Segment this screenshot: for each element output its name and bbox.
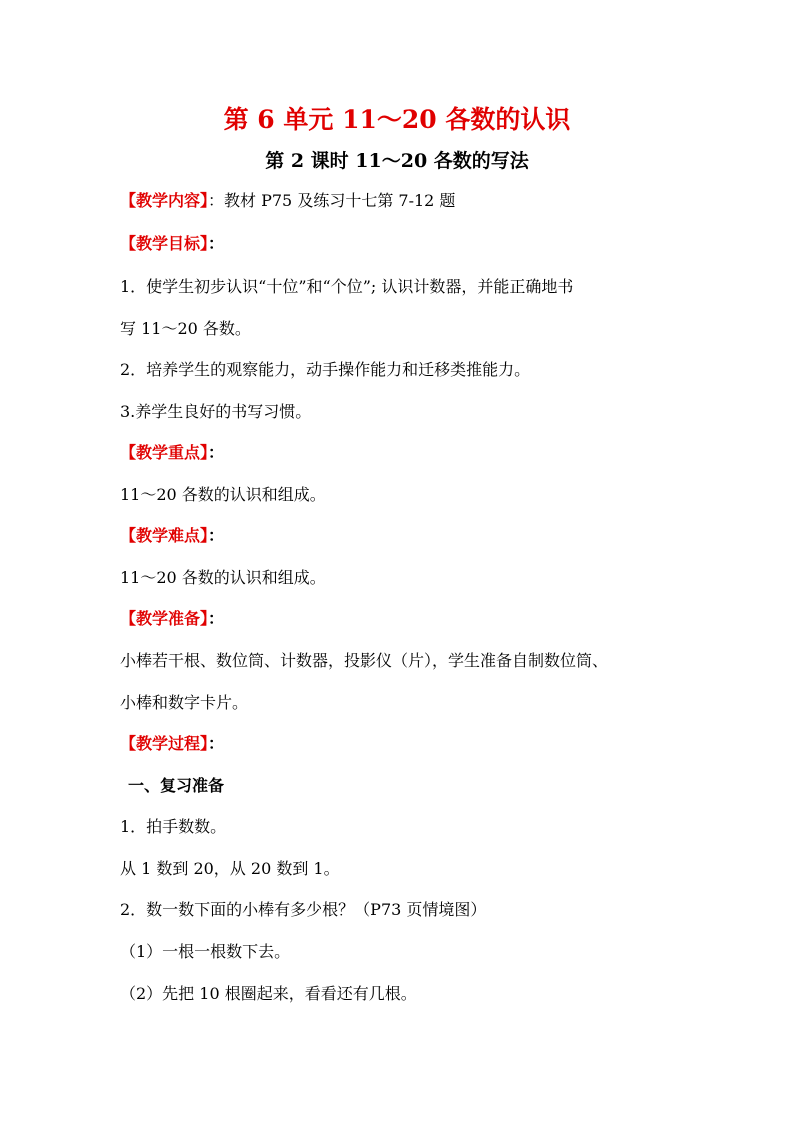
key-points-text: 11～20 各数的认识和组成。	[120, 485, 326, 504]
difficult-points-heading: 【教学难点】：	[120, 526, 225, 545]
teaching-content-line	[120, 188, 455, 211]
review-heading: 一、复习准备	[128, 776, 225, 795]
teaching-content-label: 【教学内容】	[120, 191, 209, 210]
step-2: 2．数一数下面的小棒有多少根？（P73 页情境图）	[120, 900, 487, 919]
step-1-detail: 从 1 数到 20，从 20 数到 1。	[120, 859, 340, 878]
preparation-label: 【教学准备】	[120, 609, 209, 628]
step-2-2: （2）先把 10 根圈起来，看看还有几根。	[120, 984, 417, 1003]
preparation-line-b: 小棒和数字卡片。	[120, 693, 249, 712]
preparation-heading: 【教学准备】：	[120, 609, 225, 628]
step-1: 1．拍手数数。	[120, 817, 227, 836]
process-heading: 【教学过程】：	[120, 734, 225, 753]
key-points-heading: 【教学重点】：	[120, 443, 225, 462]
goal-3: 3.养学生良好的书写习惯。	[120, 402, 312, 421]
teaching-goals-heading: 【教学目标】：	[120, 234, 225, 253]
goal-2: 2．培养学生的观察能力，动手操作能力和迁移类推能力。	[120, 360, 531, 379]
teaching-content-text: ：教材 P75 及练习十七第 7-12 题	[208, 191, 456, 210]
difficult-points-label: 【教学难点】	[120, 526, 209, 545]
process-label: 【教学过程】	[120, 734, 209, 753]
difficult-points-text: 11～20 各数的认识和组成。	[120, 568, 326, 587]
teaching-goals-label: 【教学目标】	[120, 234, 209, 253]
key-points-label: 【教学重点】	[120, 443, 209, 462]
goal-1-line-a: 1．使学生初步认识“十位”和“个位”; 认识计数器，并能正确地书	[120, 277, 574, 296]
preparation-line-a: 小棒若干根、数位筒、计数器，投影仪（片），学生准备自制数位筒、	[120, 651, 609, 670]
step-2-1: （1）一根一根数下去。	[120, 942, 291, 961]
page-title: 第 6 单元 11～20 各数的认识	[223, 105, 571, 134]
goal-1-line-b: 写 11～20 各数。	[120, 319, 251, 338]
lesson-subtitle: 第 2 课时 11～20 各数的写法	[265, 150, 529, 172]
